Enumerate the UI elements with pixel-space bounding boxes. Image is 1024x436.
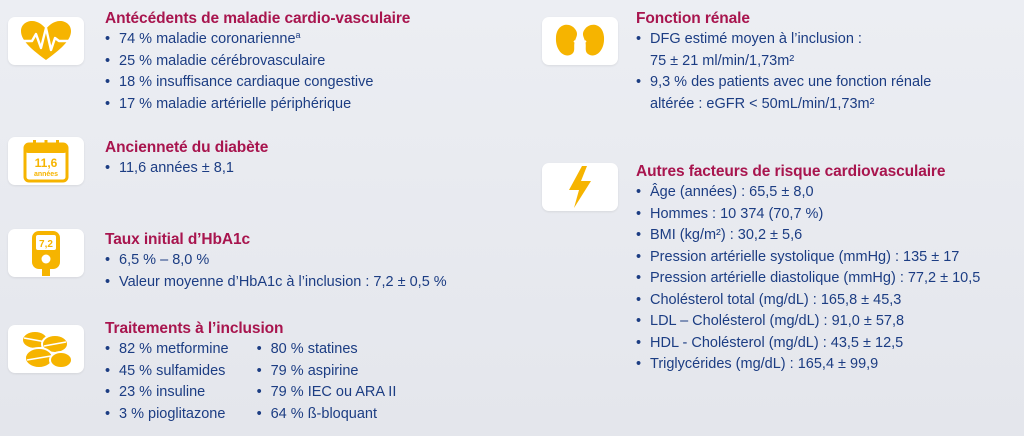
list-item: • Pression artérielle systolique (mmHg) : 135 ± 17 bbox=[636, 247, 980, 269]
list-item: • 82 % metformine bbox=[105, 339, 229, 361]
renal-list bbox=[636, 29, 931, 115]
list-item: • 6,5 % – 8,0 % bbox=[105, 250, 447, 272]
calendar-unit: années bbox=[33, 171, 59, 178]
calendar-icon bbox=[23, 139, 69, 183]
calendar-value: 11,6 bbox=[34, 156, 58, 170]
list-item-continuation: altérée : eGFR < 50mL/min/1,73m² bbox=[650, 95, 875, 112]
risk-section bbox=[636, 162, 980, 376]
list-item: • 18 % insuffisance cardiaque congestive bbox=[105, 72, 410, 94]
list-item: • BMI (kg/m²) : 30,2 ± 5,6 bbox=[636, 225, 980, 247]
risk-title: Autres facteurs de risque cardiovasculaire bbox=[636, 163, 946, 180]
pills-icon bbox=[17, 326, 75, 372]
hba1c-list bbox=[105, 250, 447, 293]
list-item: • 79 % IEC ou ARA II bbox=[257, 382, 397, 404]
list-item: • HDL - Cholésterol (mg/dL) : 43,5 ± 12,5 bbox=[636, 333, 980, 355]
treatments-section bbox=[105, 319, 396, 425]
kidneys-icon bbox=[554, 21, 606, 61]
treatments-col-1 bbox=[105, 339, 229, 425]
list-item: • DFG estimé moyen à l’inclusion : bbox=[636, 29, 931, 51]
list-item: • 23 % insuline bbox=[105, 382, 229, 404]
list-item: • 17 % maladie artérielle périphérique bbox=[105, 94, 410, 116]
list-item: • Valeur moyenne d’HbA1c à l’inclusion : 7,2 ± 0,5 % bbox=[105, 272, 447, 294]
meter-reading: 7,2 bbox=[39, 239, 53, 250]
list-item: • 79 % aspirine bbox=[257, 361, 397, 383]
risk-list bbox=[636, 182, 980, 376]
list-item: • Cholésterol total (mg/dL) : 165,8 ± 45,3 bbox=[636, 290, 980, 312]
cardio-icon-tile bbox=[8, 17, 84, 65]
heart-pulse-icon bbox=[18, 20, 74, 62]
treatments-col-2 bbox=[257, 339, 397, 425]
footnote-marker: a bbox=[295, 30, 301, 40]
list-item: • Âge (années) : 65,5 ± 8,0 bbox=[636, 182, 980, 204]
list-item: • 80 % statines bbox=[257, 339, 397, 361]
list-item: • 9,3 % des patients avec une fonction rénale bbox=[636, 72, 931, 94]
cardio-title: Antécédents de maladie cardio-vasculaire bbox=[105, 10, 411, 27]
lightning-icon bbox=[565, 165, 595, 209]
cardio-list bbox=[105, 29, 410, 115]
list-item: • 25 % maladie cérébrovasculaire bbox=[105, 51, 410, 73]
list-item-continuation: 75 ± 21 ml/min/1,73m² bbox=[650, 52, 795, 69]
list-item: • 3 % pioglitazone bbox=[105, 404, 229, 426]
cardio-section bbox=[105, 9, 410, 115]
treatments-title: Traitements à l’inclusion bbox=[105, 320, 284, 337]
list-item: • Pression artérielle diastolique (mmHg) : 77,2 ± 10,5 bbox=[636, 268, 980, 290]
list-item: • 11,6 années ± 8,1 bbox=[105, 158, 268, 180]
list-item: • Triglycérides (mg/dL) : 165,4 ± 99,9 bbox=[636, 354, 980, 376]
list-item: • 74 % maladie coronarienne$^a$ bbox=[105, 29, 410, 51]
treatments-icon-tile bbox=[8, 325, 84, 373]
list-item: • 64 % ß-bloquant bbox=[257, 404, 397, 426]
renal-section bbox=[636, 9, 931, 115]
hba1c-section bbox=[105, 230, 447, 293]
list-item: • Hommes : 10 374 (70,7 %) bbox=[636, 204, 980, 226]
risk-icon-tile bbox=[542, 163, 618, 211]
treatments-columns bbox=[105, 339, 396, 425]
diabetes-title: Ancienneté du diabète bbox=[105, 139, 269, 156]
diabetes-section bbox=[105, 138, 268, 180]
renal-title: Fonction rénale bbox=[636, 10, 750, 27]
diabetes-icon-tile bbox=[8, 137, 84, 185]
diabetes-list bbox=[105, 158, 268, 180]
renal-icon-tile bbox=[542, 17, 618, 65]
hba1c-title: Taux initial d’HbA1c bbox=[105, 231, 250, 248]
list-item: • 45 % sulfamides bbox=[105, 361, 229, 383]
glucose-meter-icon bbox=[31, 230, 61, 276]
hba1c-icon-tile bbox=[8, 229, 84, 277]
list-item: • LDL – Cholésterol (mg/dL) : 91,0 ± 57,8 bbox=[636, 311, 980, 333]
